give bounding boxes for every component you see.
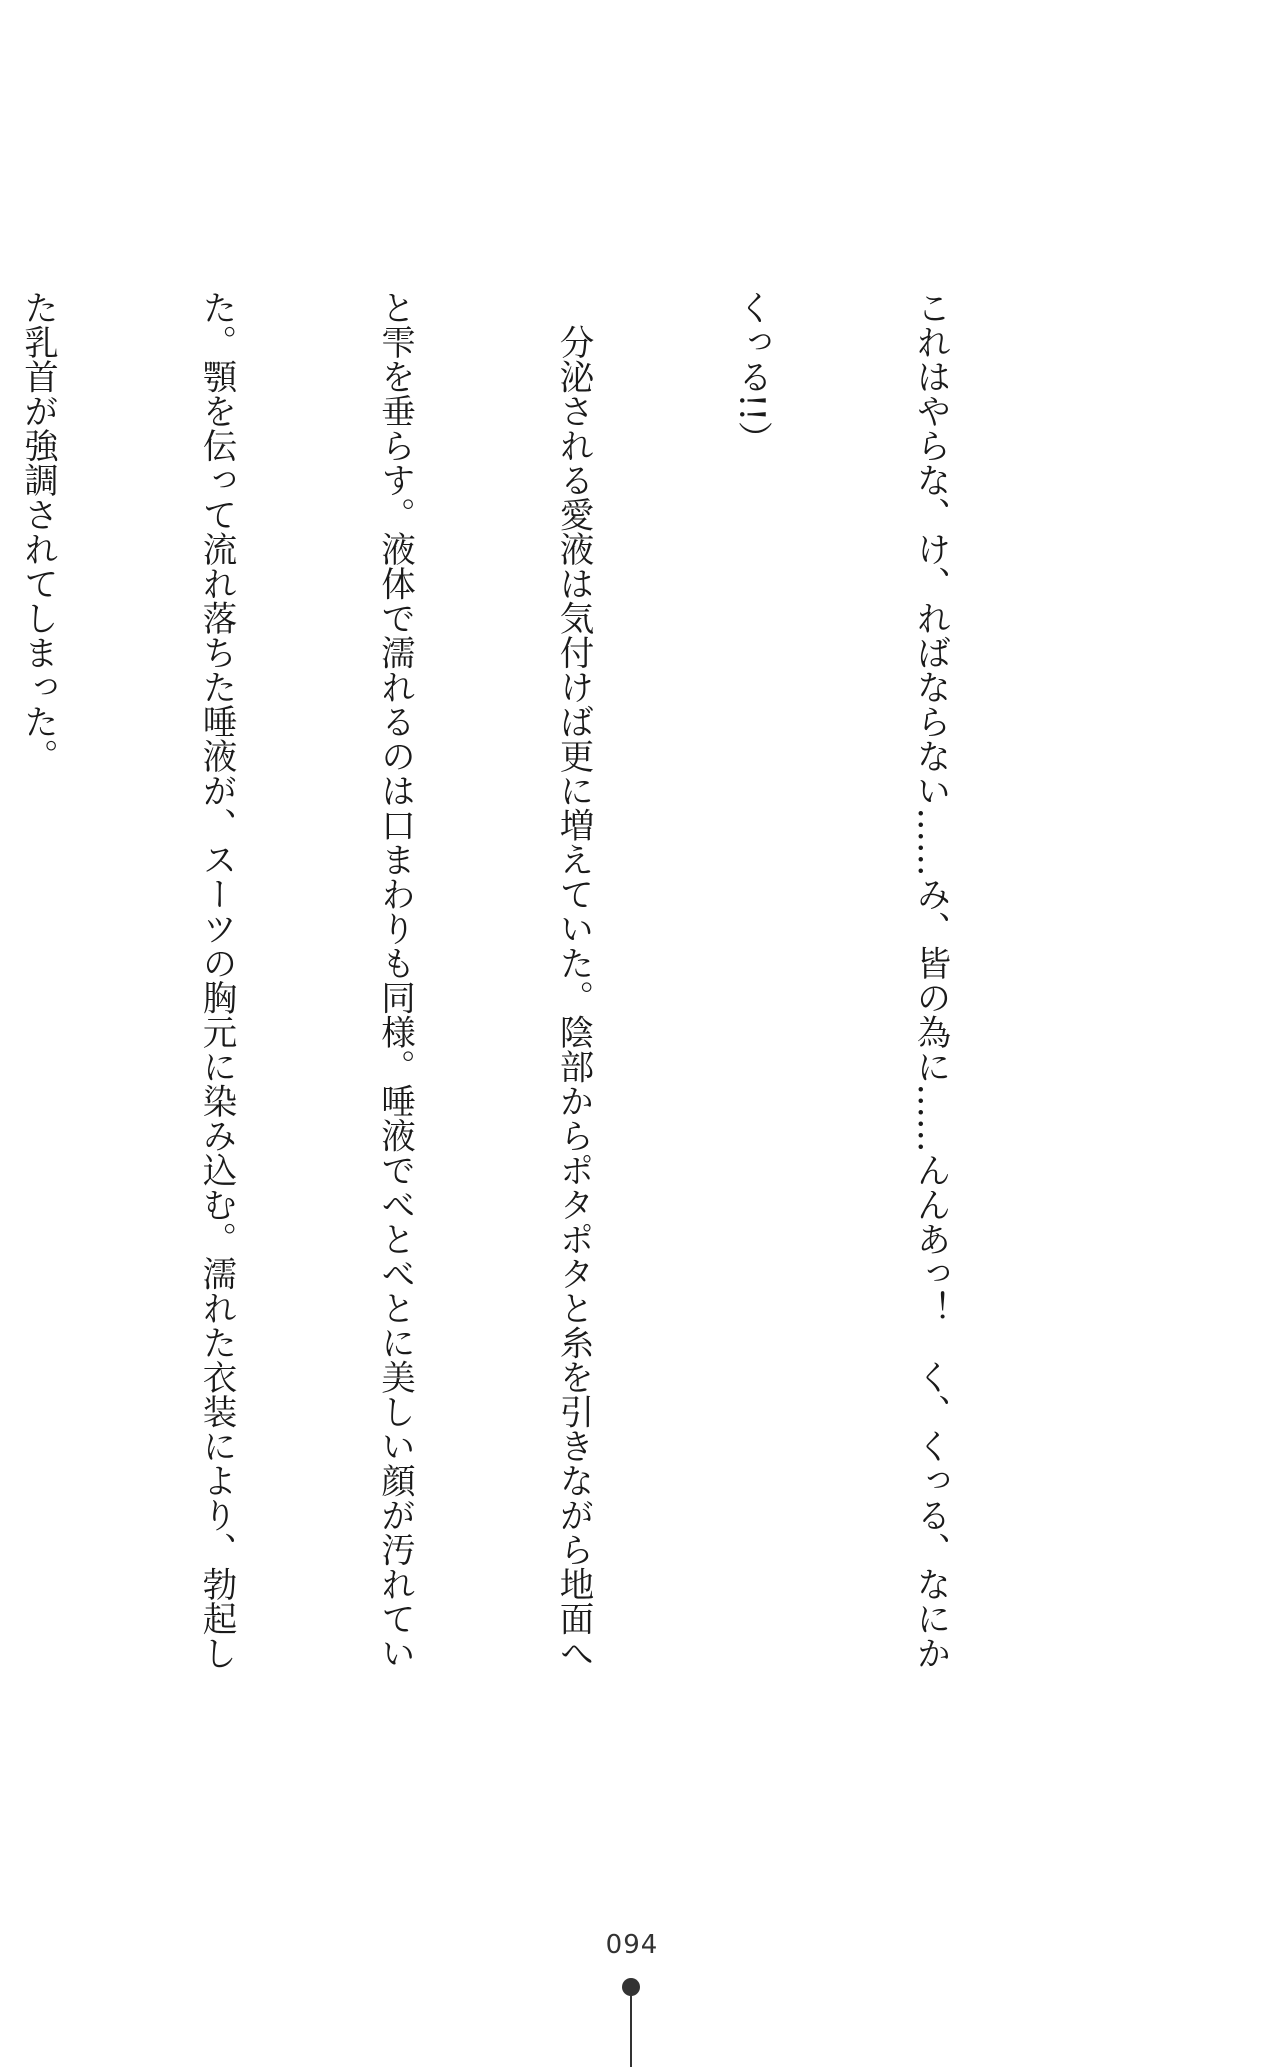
text-line: くっる!!） [731,290,772,456]
text-line: と雫を垂らす。液体で濡れるのは口まわりも同様。唾液でべとべとに美しい顔が汚れてい [374,290,415,1670]
page-number: 094 [605,1930,659,1960]
page-marker-rule [630,1992,632,2067]
vertical-text-body [17,290,1078,1730]
text-line: た。顎を伝って流れ落ちた唾液が、スーツの胸元に染み込む。濡れた衣装により、勃起し [196,290,236,1670]
text-line: た乳首が強調されてしまった。 [17,290,58,773]
text-line: 分泌される愛液は気付けば更に増えていた。陰部からポタポタと糸を引きながら地面へ [553,290,593,1670]
text-line: これはやらな、け、ればならない……み、皆の為に……んんあっ！ く、くっる、なにか [910,290,950,1670]
